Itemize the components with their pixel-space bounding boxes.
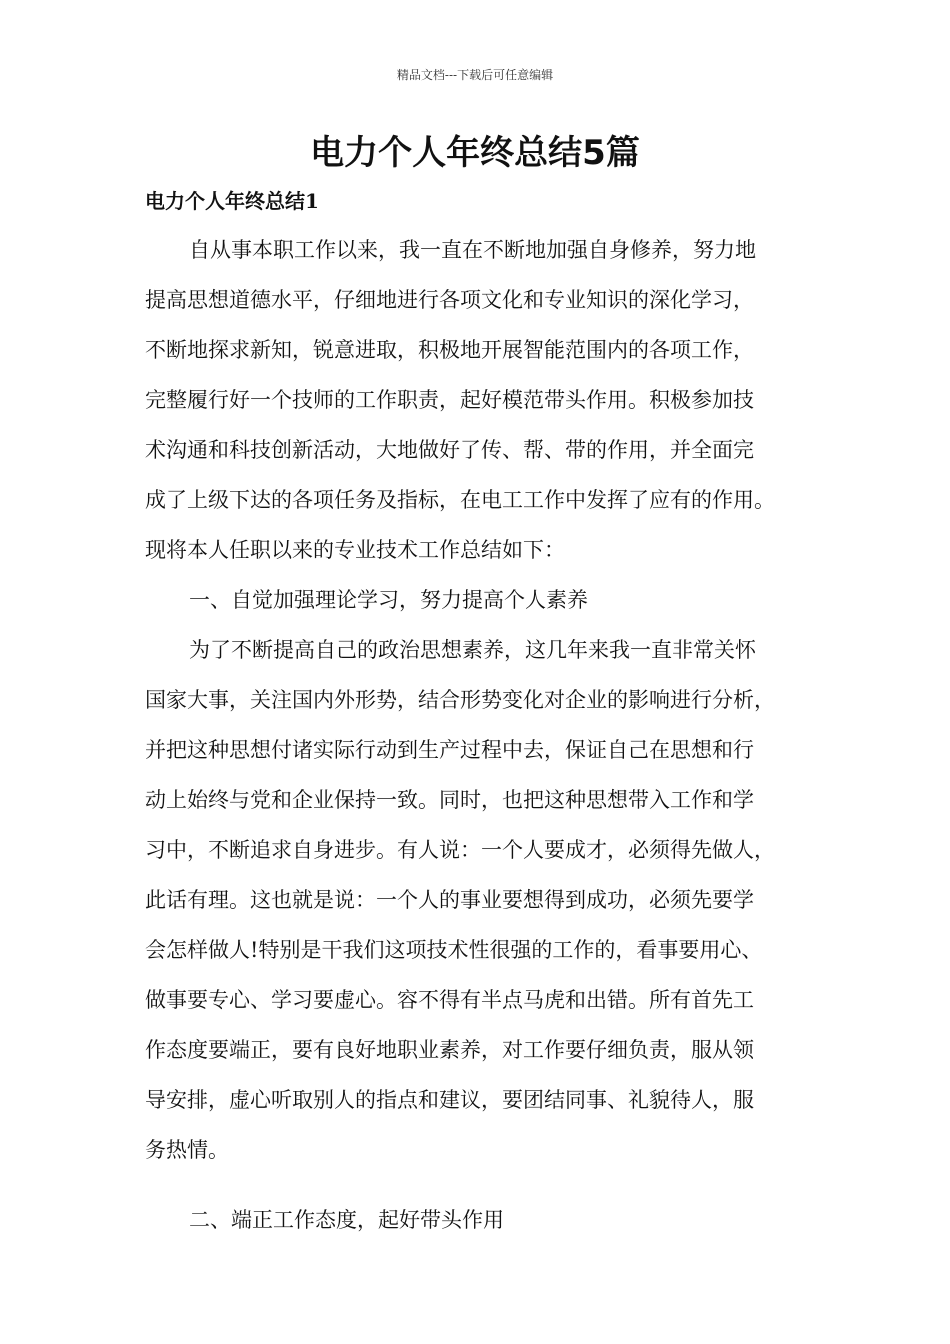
paragraph-line: 术沟通和科技创新活动，大地做好了传、帮、带的作用，并全面完 (145, 438, 754, 462)
paragraph-line: 习中，不断追求自身进步。有人说：一个人要成才，必须得先做人， (145, 838, 775, 862)
paragraph-line: 并把这种思想付诸实际行动到生产过程中去，保证自己在思想和行 (145, 738, 754, 762)
paragraph-line: 务热情。 (145, 1138, 229, 1162)
paragraph-line: 会怎样做人!特别是干我们这项技术性很强的工作的，看事要用心、 (145, 938, 763, 962)
paragraph-line: 自从事本职工作以来，我一直在不断地加强自身修养，努力地 (189, 238, 756, 262)
section-title: 电力个人年终总结1 (145, 189, 319, 213)
paragraph-line: 为了不断提高自己的政治思想素养，这几年来我一直非常关怀 (189, 638, 756, 662)
paragraph-line: 导安排，虚心听取别人的指点和建议，要团结同事、礼貌待人，服 (145, 1088, 754, 1112)
paragraph-line: 不断地探求新知，锐意进取，积极地开展智能范围内的各项工作， (145, 338, 754, 362)
paragraph-line: 此话有理。这也就是说：一个人的事业要想得到成功，必须先要学 (145, 888, 754, 912)
paragraph-line: 国家大事，关注国内外形势，结合形势变化对企业的影响进行分析， (145, 688, 775, 712)
paragraph-line: 成了上级下达的各项任务及指标，在电工工作中发挥了应有的作用。 (145, 488, 775, 512)
paragraph-line: 提高思想道德水平，仔细地进行各项文化和专业知识的深化学习， (145, 288, 754, 312)
paragraph-line: 做事要专心、学习要虚心。容不得有半点马虎和出错。所有首先工 (145, 988, 754, 1012)
paragraph-gap (145, 1175, 825, 1195)
paragraph-line: 完整履行好一个技师的工作职责，起好模范带头作用。积极参加技 (145, 388, 754, 412)
document-body (145, 225, 825, 1245)
paragraph-line: 现将本人任职以来的专业技术工作总结如下： (145, 538, 565, 562)
paragraph-line: 作态度要端正，要有良好地职业素养，对工作要仔细负责，服从领 (145, 1038, 754, 1062)
subsection-heading: 二、端正工作态度，起好带头作用 (189, 1208, 504, 1232)
header-note: 精品文档---下载后可任意编辑 (396, 68, 554, 82)
document-title: 电力个人年终总结5篇 (310, 133, 640, 173)
subsection-heading: 一、自觉加强理论学习，努力提高个人素养 (189, 588, 588, 612)
paragraph-line: 动上始终与党和企业保持一致。同时，也把这种思想带入工作和学 (145, 788, 754, 812)
